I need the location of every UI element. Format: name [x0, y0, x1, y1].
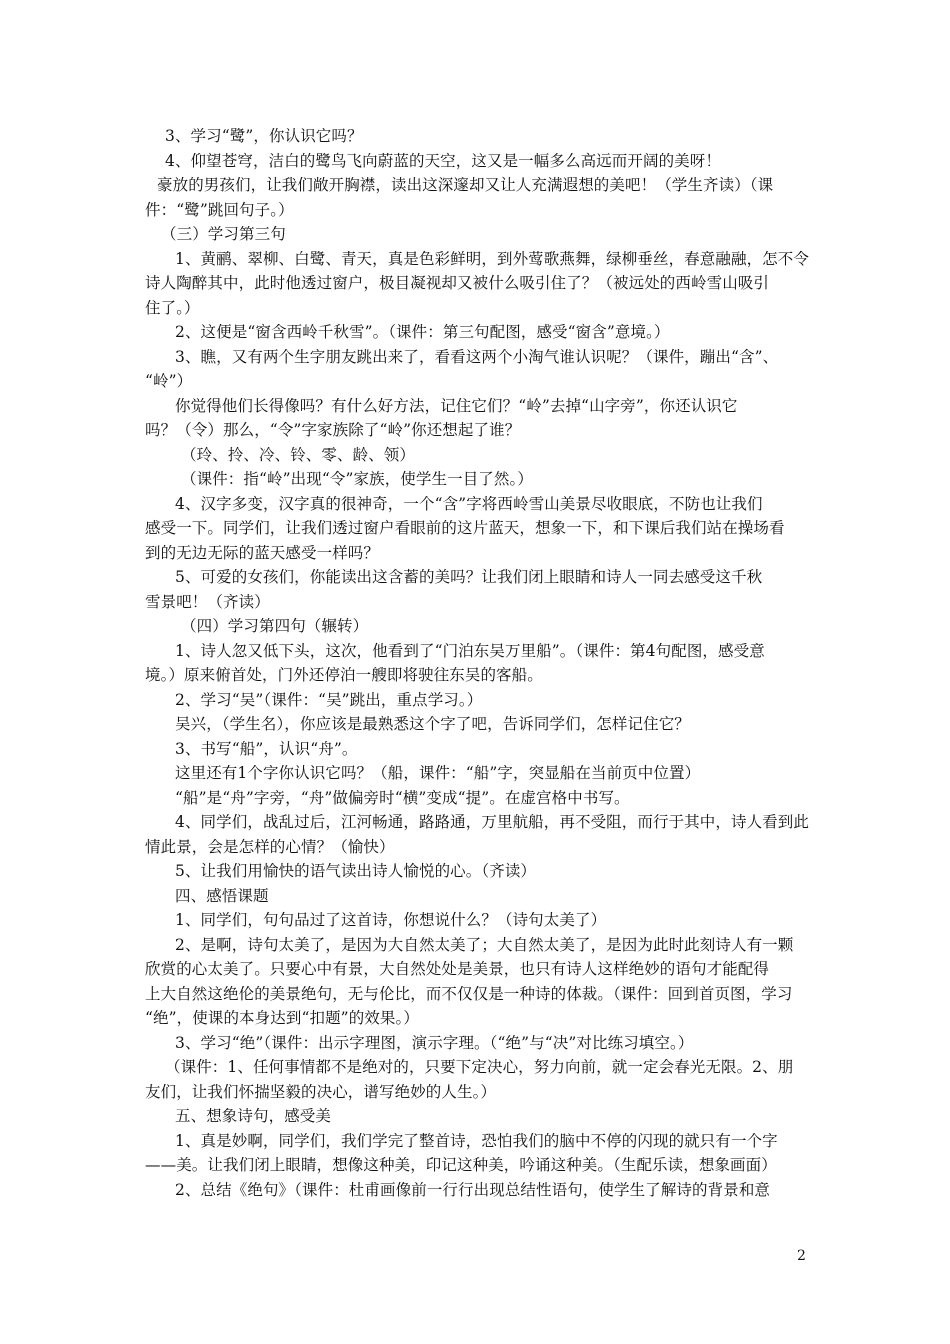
text-line: 豪放的男孩们，让我们敞开胸襟，读出这深邃却又让人充满遐想的美吧！（学生齐读）（课: [157, 176, 774, 194]
text-line: “岭”）: [145, 372, 193, 390]
text-line: 吴兴，（学生名），你应该是最熟悉这个字了吧，告诉同学们，怎样记住它？: [175, 715, 690, 733]
text-line: 3、书写“船”，认识“舟”。: [175, 739, 358, 758]
text-line: 你觉得他们长得像吗？有什么好方法，记住它们？“岭”去掉“山字旁”，你还认识它: [175, 396, 738, 415]
text-line: 吗？（令）那么，“令”字家族除了“岭”你还想起了谁？: [145, 421, 521, 439]
text-line: 这里还有1个字你认识它吗？（船，课件：“船”字，突显船在当前页中位置）: [175, 764, 701, 782]
text-line: 1、黄鹂、翠柳、白鹭、青天，真是色彩鲜明，到外莺歌燕舞，绿柳垂丝，春意融融，怎不令: [175, 249, 809, 268]
text-line: 感受一下。同学们，让我们透过窗户看眼前的这片蓝天，想象一下，和下课后我们站在操场看: [145, 519, 785, 537]
page-number: 2: [797, 1248, 806, 1264]
text-line: 住了。）: [145, 298, 200, 317]
text-line: 2、学习“吴”（课件：“吴”跳出，重点学习。）: [175, 690, 483, 709]
text-line: 3、瞧，又有两个生字朋友跳出来了，看看这两个小淘气谁认识呢？（课件，蹦出“含”、: [175, 347, 779, 366]
text-line: （玲、拎、冷、铃、零、龄、领）: [181, 445, 416, 464]
text-line: 5、可爱的女孩们，你能读出这含蓄的美吗？让我们闭上眼睛和诗人一同去感受这千秋: [175, 568, 763, 586]
text-line: 3、学习“鹭”，你认识它吗？: [165, 127, 363, 145]
document-page: [145, 124, 825, 1202]
text-line: 4、仰望苍穹，洁白的鹭鸟飞向蔚蓝的天空，这又是一幅多么高远而开阔的美呀！: [165, 151, 721, 170]
text-line: 5、让我们用愉快的语气读出诗人愉悦的心。（齐读）: [175, 862, 537, 880]
text-line: ——美。让我们闭上眼睛，想像这种美，印记这种美，吟诵这种美。（生配乐读，想象画面）: [145, 1156, 777, 1174]
text-line: 2、是啊，诗句太美了，是因为大自然太美了；大自然太美了，是因为此时此刻诗人有一颗: [175, 935, 794, 954]
text-line: “船”是“舟”字旁，“舟”做偏旁时“横”变成“提”。在虚宫格中书写。: [175, 788, 630, 807]
text-line: 友们，让我们怀揣坚毅的决心，谱写绝妙的人生。）: [145, 1082, 497, 1101]
text-line: 1、同学们，句句品过了这首诗，你想说什么？（诗句太美了）: [175, 911, 607, 929]
text-line: （课件：1、任何事情都不是绝对的，只要下定决心，努力向前，就一定会春光无限。2、朋: [165, 1058, 794, 1076]
text-line: 上大自然这绝伦的美景绝句，无与伦比，而不仅仅是一种诗的体裁。（课件：回到首页图，学习: [145, 984, 793, 1003]
text-line: “绝”，使课的本身达到“扣题”的效果。）: [145, 1009, 419, 1027]
text-line: 4、汉字多变，汉字真的很神奇，一个“含”字将西岭雪山美景尽收眼底，不防也让我们: [175, 494, 763, 513]
text-line: 情此景，会是怎样的心情？（愉快）: [145, 837, 395, 856]
text-line: 四、感悟课题: [175, 886, 269, 905]
text-line: 诗人陶醉其中，此时他透过窗户，极目凝视却又被什么吸引住了？（被远处的西岭雪山吸引: [145, 274, 770, 292]
text-line: 到的无边无际的蓝天感受一样吗？: [145, 543, 380, 562]
text-line: （课件：指“岭”出现“令”家族，使学生一目了然。）: [181, 470, 533, 488]
text-line: 件：“鹭”跳回句子。）: [145, 200, 294, 219]
text-line: 1、真是妙啊，同学们，我们学完了整首诗，恐怕我们的脑中不停的闪现的就只有一个字: [175, 1131, 778, 1150]
text-line: 境。）原来俯首处，门外还停泊一艘即将驶往东吴的客船。: [145, 666, 543, 684]
text-line: 4、同学们，战乱过后，江河畅通，路路通，万里航船，再不受阻，而行于其中，诗人看到此: [175, 813, 809, 831]
text-line: 1、诗人忽又低下头，这次，他看到了“门泊东吴万里船”。（课件：第4句配图，感受意: [175, 641, 765, 660]
text-line: 3、学习“绝”（课件：出示字理图，演示字理。（“绝”与“决”对比练习填空。）: [175, 1033, 694, 1052]
text-line: （四）学习第四句（辗转）: [181, 617, 369, 635]
text-line: 2、这便是“窗含西岭千秋雪”。（课件：第三句配图，感受“窗含”意境。）: [175, 323, 670, 341]
text-line: （三）学习第三句: [161, 225, 286, 243]
text-line: 欣赏的心太美了。只要心中有景，大自然处处是美景，也只有诗人这样绝妙的语句才能配得: [145, 960, 770, 978]
text-line: 雪景吧！（齐读）: [145, 592, 270, 611]
text-line: 五、想象诗句，感受美: [175, 1107, 332, 1125]
text-line: 2、总结《绝句》（课件：杜甫画像前一行行出现总结性语句，使学生了解诗的背景和意: [175, 1180, 771, 1199]
